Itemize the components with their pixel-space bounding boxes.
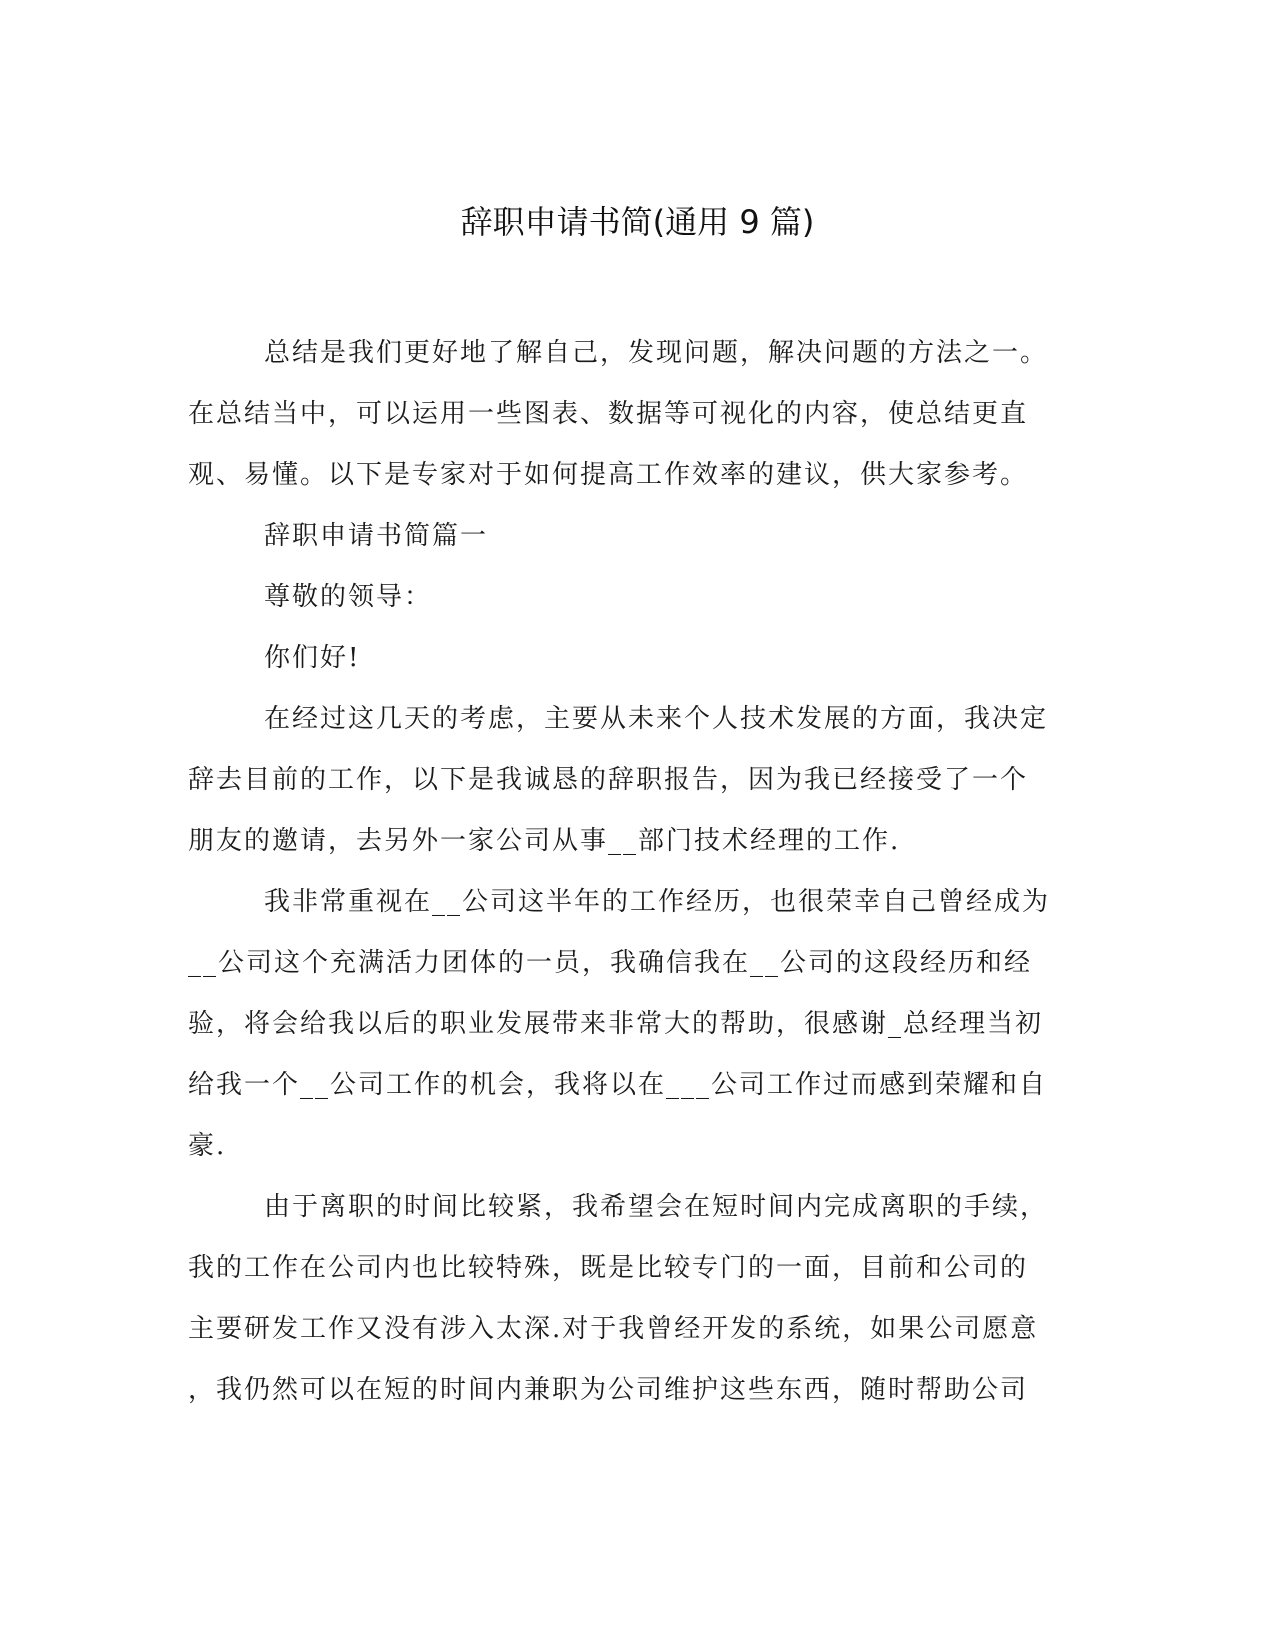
greeting: 你们好! [264,643,361,673]
paragraph-line: 在经过这几天的考虑，主要从未来个人技术发展的方面，我决定 [264,704,1049,734]
paragraph-line: 我非常重视在__公司这半年的工作经历，也很荣幸自己曾经成为 [264,887,1051,917]
paragraph-line: 主要研发工作又没有涉入太深.对于我曾经开发的系统，如果公司愿意 [188,1314,1039,1344]
paragraph-line: __公司这个充满活力团体的一员，我确信我在__公司的这段经历和经 [188,948,1033,978]
paragraph-line: 我的工作在公司内也比较特殊，既是比较专门的一面，目前和公司的 [188,1253,1029,1283]
paragraph-line: ，我仍然可以在短的时间内兼职为公司维护这些东西，随时帮助公司 [188,1375,1029,1405]
section-heading: 辞职申请书简篇一 [264,521,489,551]
paragraph-line: 由于离职的时间比较紧，我希望会在短时间内完成离职的手续， [264,1192,1049,1222]
paragraph-line: 豪. [188,1131,227,1161]
paragraph-line: 朋友的邀请，去另外一家公司从事__部门技术经理的工作. [188,826,901,856]
paragraph-line: 总结是我们更好地了解自己，发现问题，解决问题的方法之一。 [264,338,1049,368]
paragraph-line: 给我一个__公司工作的机会，我将以在___公司工作过而感到荣耀和自 [188,1070,1048,1100]
paragraph-line: 验，将会给我以后的职业发展带来非常大的帮助，很感谢_总经理当初 [188,1009,1044,1039]
paragraph-line: 观、易懂。以下是专家对于如何提高工作效率的建议，供大家参考。 [188,460,1029,490]
document-title: 辞职申请书简(通用 9 篇) [460,203,815,241]
paragraph-line: 辞去目前的工作，以下是我诚恳的辞职报告，因为我已经接受了一个 [188,765,1029,795]
document-body [188,323,1078,1421]
paragraph-line: 在总结当中，可以运用一些图表、数据等可视化的内容，使总结更直 [188,399,1029,429]
salutation: 尊敬的领导： [264,582,433,612]
